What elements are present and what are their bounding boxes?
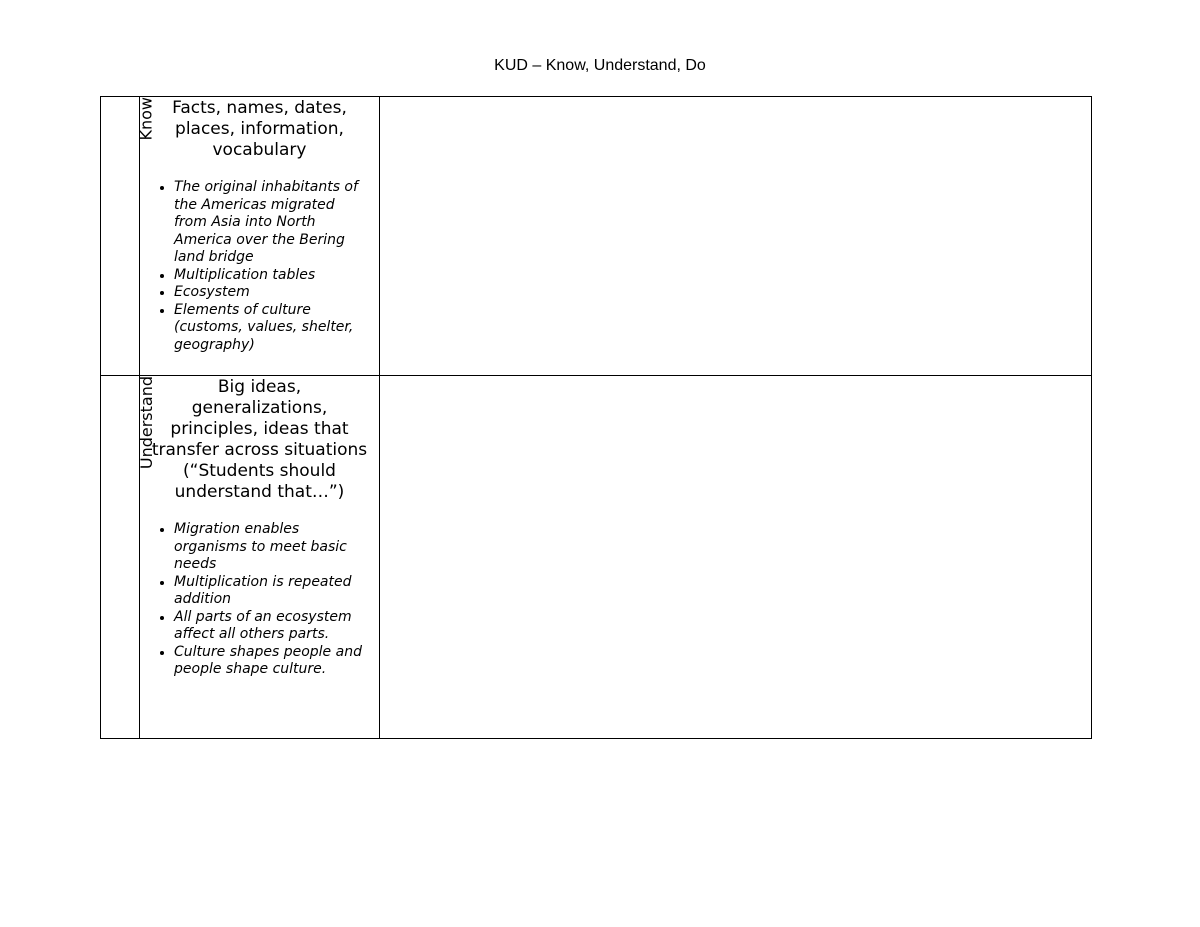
know-examples-list	[140, 179, 379, 354]
understand-examples-list	[140, 521, 379, 679]
know-notes-cell[interactable]	[380, 97, 1092, 376]
list-item: • Culture shapes people and people shape culture.	[174, 644, 369, 679]
kud-table	[100, 96, 1092, 739]
know-description-cell	[137, 97, 380, 376]
know-heading: Facts, names, dates, places, information, vocabulary	[172, 98, 347, 160]
understand-row-label: Understand	[137, 376, 156, 470]
list-item: • The original inhabitants of the Americas migrated from Asia into North America over the Bering land bridge	[174, 179, 369, 267]
understand-description-cell	[137, 376, 380, 739]
list-item: • Multiplication tables	[174, 267, 369, 285]
list-item: • Elements of culture (customs, values, shelter, geography)	[174, 302, 369, 355]
know-row-label: Know	[137, 97, 156, 141]
list-item: • Migration enables organisms to meet basic needs	[174, 521, 369, 574]
understand-heading: Big ideas, generalizations, principles, ideas that transfer across situations (“Students should understand that…”)	[151, 377, 368, 502]
list-item: • Multiplication is repeated addition	[174, 574, 369, 609]
understand-label-cell	[101, 376, 156, 739]
list-item: • Ecosystem	[174, 284, 369, 302]
list-item: • All parts of an ecosystem affect all others parts.	[174, 609, 369, 644]
understand-notes-cell[interactable]	[380, 376, 1092, 739]
table-row-understand	[101, 376, 1092, 739]
know-label-cell	[101, 97, 156, 376]
document-title: KUD – Know, Understand, Do	[494, 57, 706, 74]
table-row-know	[101, 97, 1092, 376]
